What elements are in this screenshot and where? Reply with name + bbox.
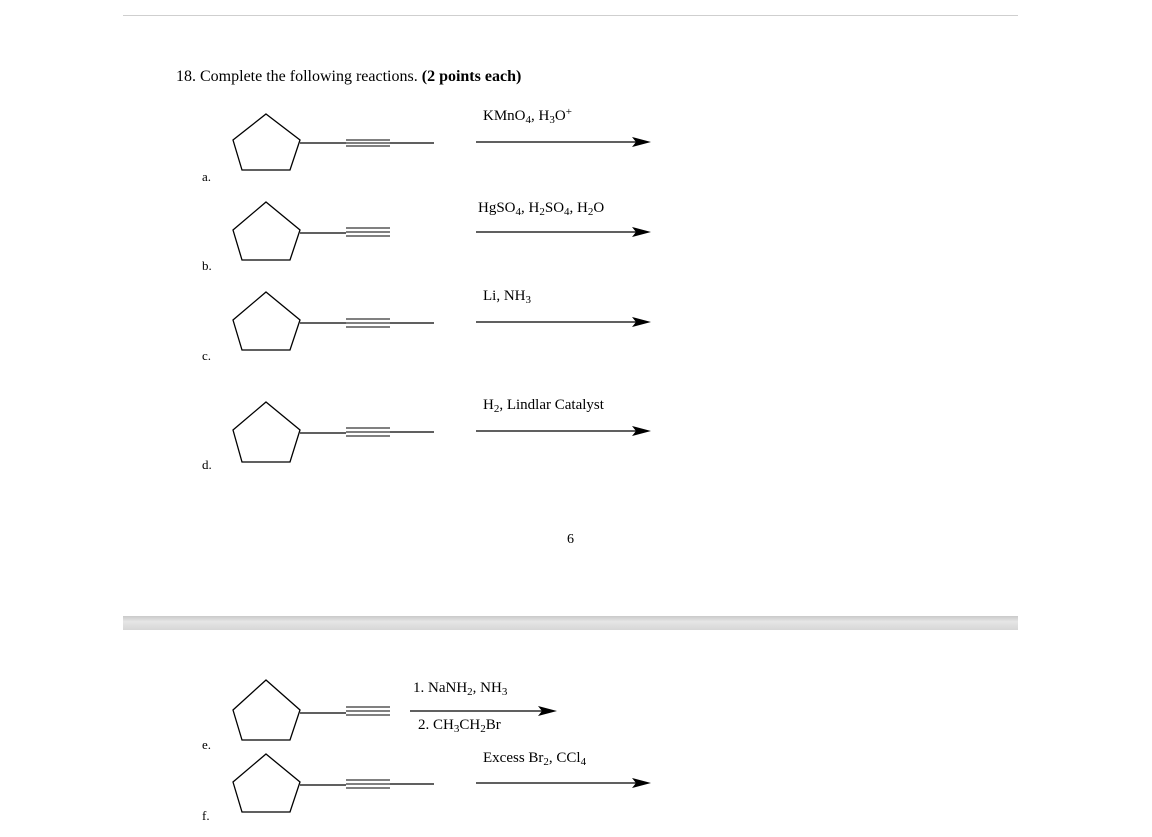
- reaction-label-e: e.: [202, 737, 212, 752]
- molecule-b: [233, 202, 390, 260]
- molecule-f: [233, 754, 434, 812]
- reagent-d: $H_2$, Lindlar Catalyst: [483, 397, 604, 415]
- reagent-e-step2: 2. $CH_3CH_2Br$: [418, 717, 501, 735]
- reagent-c: Li, $NH_3$: [483, 288, 531, 306]
- arrow-e: [410, 706, 557, 716]
- reaction-label-c: c.: [202, 348, 212, 363]
- question-text: Complete the following reactions.: [200, 68, 418, 85]
- arrow-d: [476, 426, 651, 436]
- reaction-label-d: d.: [202, 457, 212, 472]
- arrow-a: [476, 137, 651, 147]
- question-number: 18.: [176, 68, 196, 85]
- reagent-e-step1: 1. NaNH$_2$, $NH_3$: [413, 680, 508, 698]
- molecule-e: [233, 680, 390, 740]
- molecule-a: [233, 114, 434, 170]
- question-points: (2 points each): [421, 68, 522, 85]
- reaction-label-b: b.: [202, 258, 212, 273]
- molecule-c: [233, 292, 434, 350]
- reaction-label-a: a.: [202, 169, 212, 184]
- arrow-c: [476, 317, 651, 327]
- molecule-d: [233, 402, 434, 462]
- reagent-b: HgSO$_4$, $H_2SO_4$, $H_2O$: [478, 200, 605, 218]
- arrow-b: [476, 227, 651, 237]
- reaction-label-f: f.: [202, 808, 210, 823]
- reagent-f: Excess $Br_2$, CCl$_4$: [483, 750, 587, 768]
- reagent-a: KMnO$_4$, $H_3O^+$: [483, 106, 572, 126]
- arrow-f: [476, 778, 651, 788]
- page-number: 6: [567, 532, 574, 547]
